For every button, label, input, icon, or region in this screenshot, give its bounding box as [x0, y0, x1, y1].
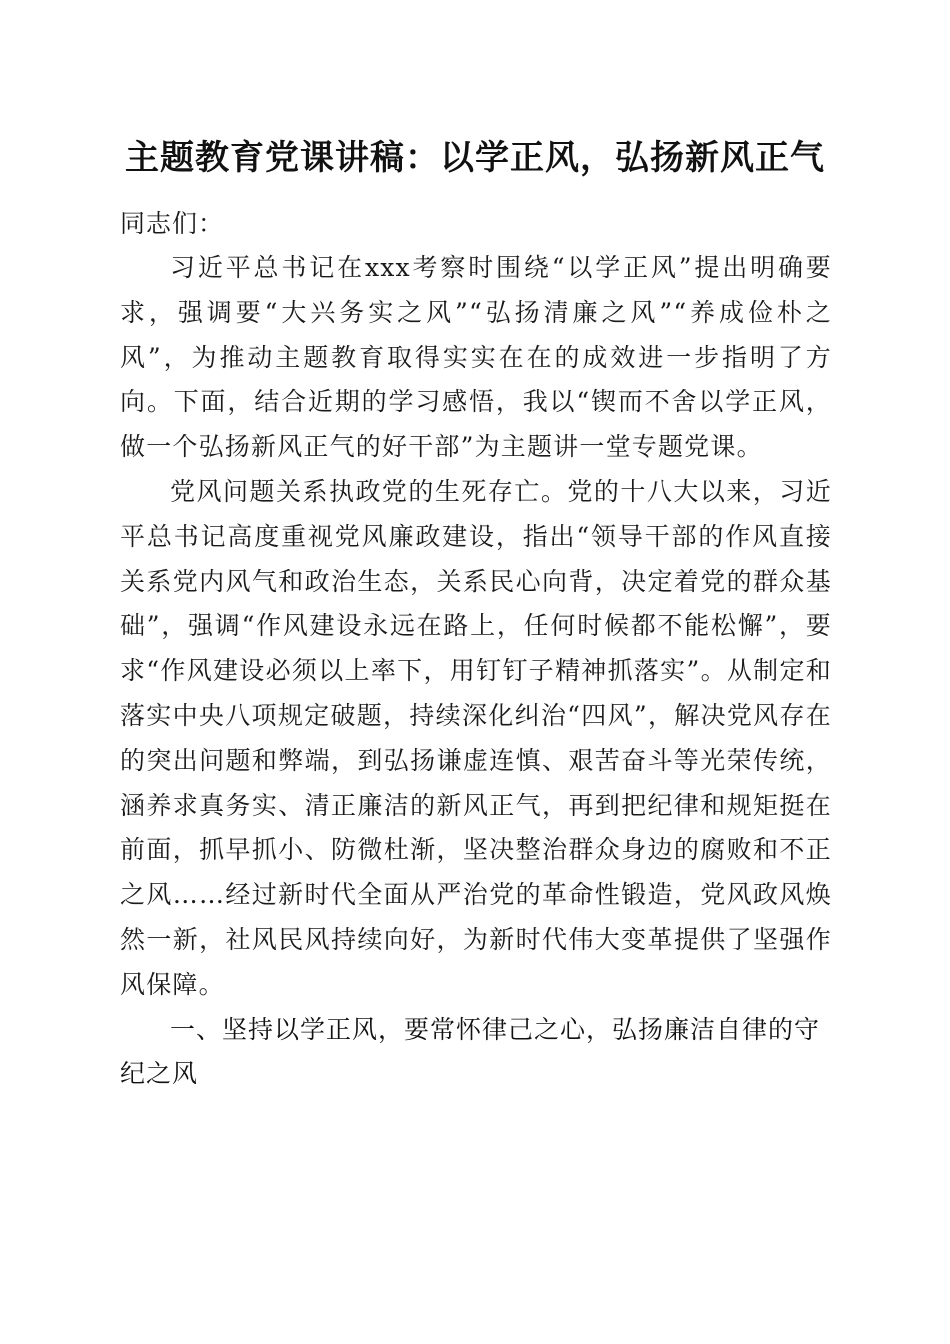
- salutation: 同志们：: [120, 209, 225, 238]
- document-body: [120, 202, 832, 1097]
- paragraph-party-style: 党风问题关系执政党的生死存亡。党的十八大以来，习近平总书记高度重视党风廉政建设，指出“领导干部的作风直接关系党内风气和政治生态，关系民心向背，决定着党的群众基础”，强调“作风建设永远在路上，任何时候都不能松懈”，要求“作风建设必须以上率下，用钉钉子精神抓落实”。从制定和落实中央八项规定破题，持续深化纠治“四风”，解决党风存在的突出问题和弊端，到弘扬谦虚连慎、艰苦奋斗等光荣传统，涵养求真务实、清正廉洁的新风正气，再到把纪律和规矩挺在前面，抓早抓小、防微杜渐，坚决整治群众身边的腐败和不正之风……经过新时代全面从严治党的革命性锻造，党风政风焕然一新，社风民风持续向好，为新时代伟大变革提供了坚强作风保障。: [120, 476, 832, 999]
- document-title: 主题教育党课讲稿：以学正风，弘扬新风正气: [125, 138, 825, 178]
- paragraph-intro: 习近平总书记在xxx考察时围绕“以学正风”提出明确要求，强调要“大兴务实之风”“弘扬清廉之风”“养成俭朴之风”，为推动主题教育取得实实在在的成效进一步指明了方向。下面，结合近期的学习感悟，我以“锲而不舍以学正风，做一个弘扬新风正气的好干部”为主题讲一堂专题党课。: [120, 253, 832, 462]
- section-heading-1: 一、坚持以学正风，要常怀律己之心，弘扬廉洁自律的守纪之风: [120, 1014, 821, 1089]
